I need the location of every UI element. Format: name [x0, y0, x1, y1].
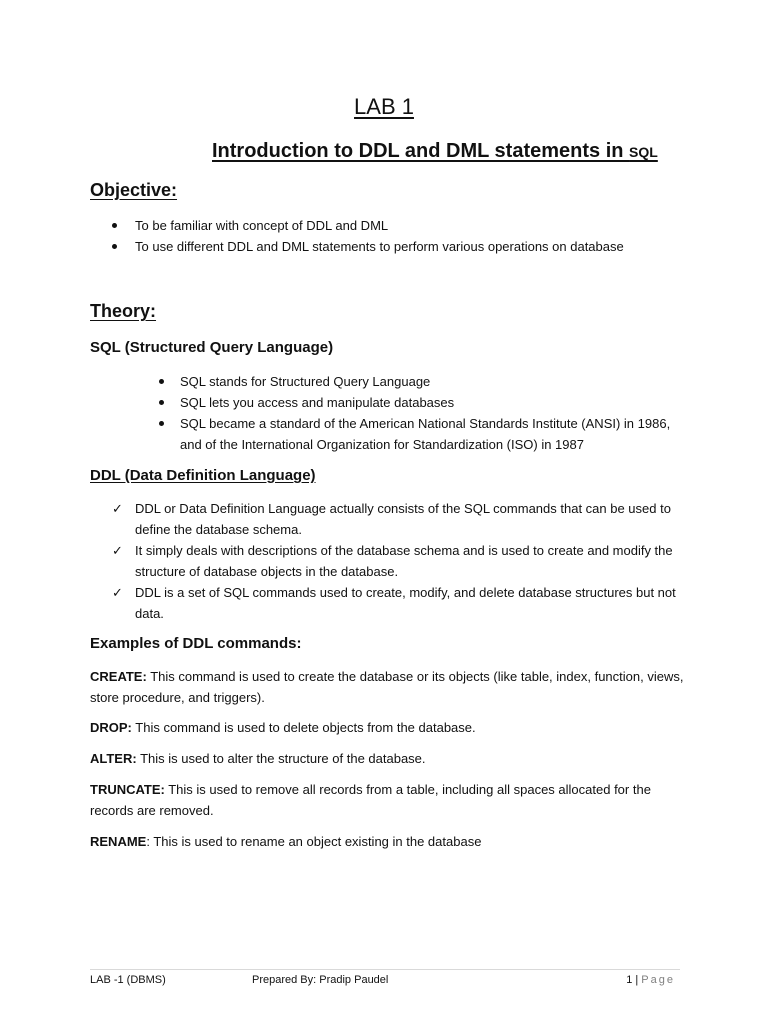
examples-heading: Examples of DDL commands: [90, 635, 302, 652]
command-term: RENAME [90, 834, 147, 849]
bullet-icon [112, 244, 117, 249]
document-title-sql: SQL [629, 144, 658, 160]
command-term: TRUNCATE: [90, 782, 165, 797]
bullet-icon [159, 421, 164, 426]
ddl-list [90, 498, 680, 624]
list-item: ✓ It simply deals with descriptions of the database schema and is used to create and modify the structure of database objects in the database. [90, 540, 680, 582]
document-title-main: Introduction to DDL and DML statements in [212, 140, 630, 162]
command-rename: RENAME: This is used to rename an object existing in the database [90, 834, 482, 849]
command-truncate: TRUNCATE: This is used to remove all records from a table, including all spaces allocated for the records are removed. [90, 782, 651, 818]
footer-divider [90, 969, 680, 970]
command-term: ALTER: [90, 751, 137, 766]
footer-page-number: 1 | Page [626, 974, 675, 986]
theory-heading: Theory: [90, 301, 157, 321]
list-item: SQL lets you access and manipulate databases [135, 392, 675, 413]
command-alter: ALTER: This is used to alter the structure of the database. [90, 751, 426, 766]
footer-lab-label: LAB -1 (DBMS) [90, 974, 166, 986]
bullet-icon [159, 379, 164, 384]
command-create: CREATE: This command is used to create the database or its objects (like table, index, function, views, store procedure, and triggers). [90, 669, 684, 705]
objective-list [90, 215, 690, 257]
lab-title: LAB 1 [354, 94, 414, 119]
checkmark-icon: ✓ [112, 543, 123, 558]
bullet-icon [112, 223, 117, 228]
sql-list [135, 371, 675, 455]
command-drop: DROP: This command is used to delete objects from the database. [90, 720, 476, 735]
sql-heading: SQL (Structured Query Language) [90, 339, 334, 356]
list-item: To be familiar with concept of DDL and DML [90, 215, 690, 236]
footer-author: Prepared By: Pradip Paudel [252, 974, 389, 986]
checkmark-icon: ✓ [112, 501, 123, 516]
bullet-icon [159, 400, 164, 405]
command-term: CREATE: [90, 669, 147, 684]
objective-heading: Objective: [90, 180, 178, 200]
list-item: ✓ DDL or Data Definition Language actually consists of the SQL commands that can be used to define the database schema. [90, 498, 680, 540]
checkmark-icon: ✓ [112, 585, 123, 600]
command-term: DROP: [90, 720, 132, 735]
list-item: ✓ DDL is a set of SQL commands used to create, modify, and delete database structures but not data. [90, 582, 680, 624]
list-item: SQL stands for Structured Query Language [135, 371, 675, 392]
ddl-heading: DDL (Data Definition Language) [90, 467, 316, 484]
list-item: To use different DDL and DML statements to perform various operations on database [90, 236, 690, 257]
document-title [212, 140, 658, 163]
list-item: SQL became a standard of the American National Standards Institute (ANSI) in 1986, and of the International Organization for Standardization (ISO) in 1987 [135, 413, 675, 455]
